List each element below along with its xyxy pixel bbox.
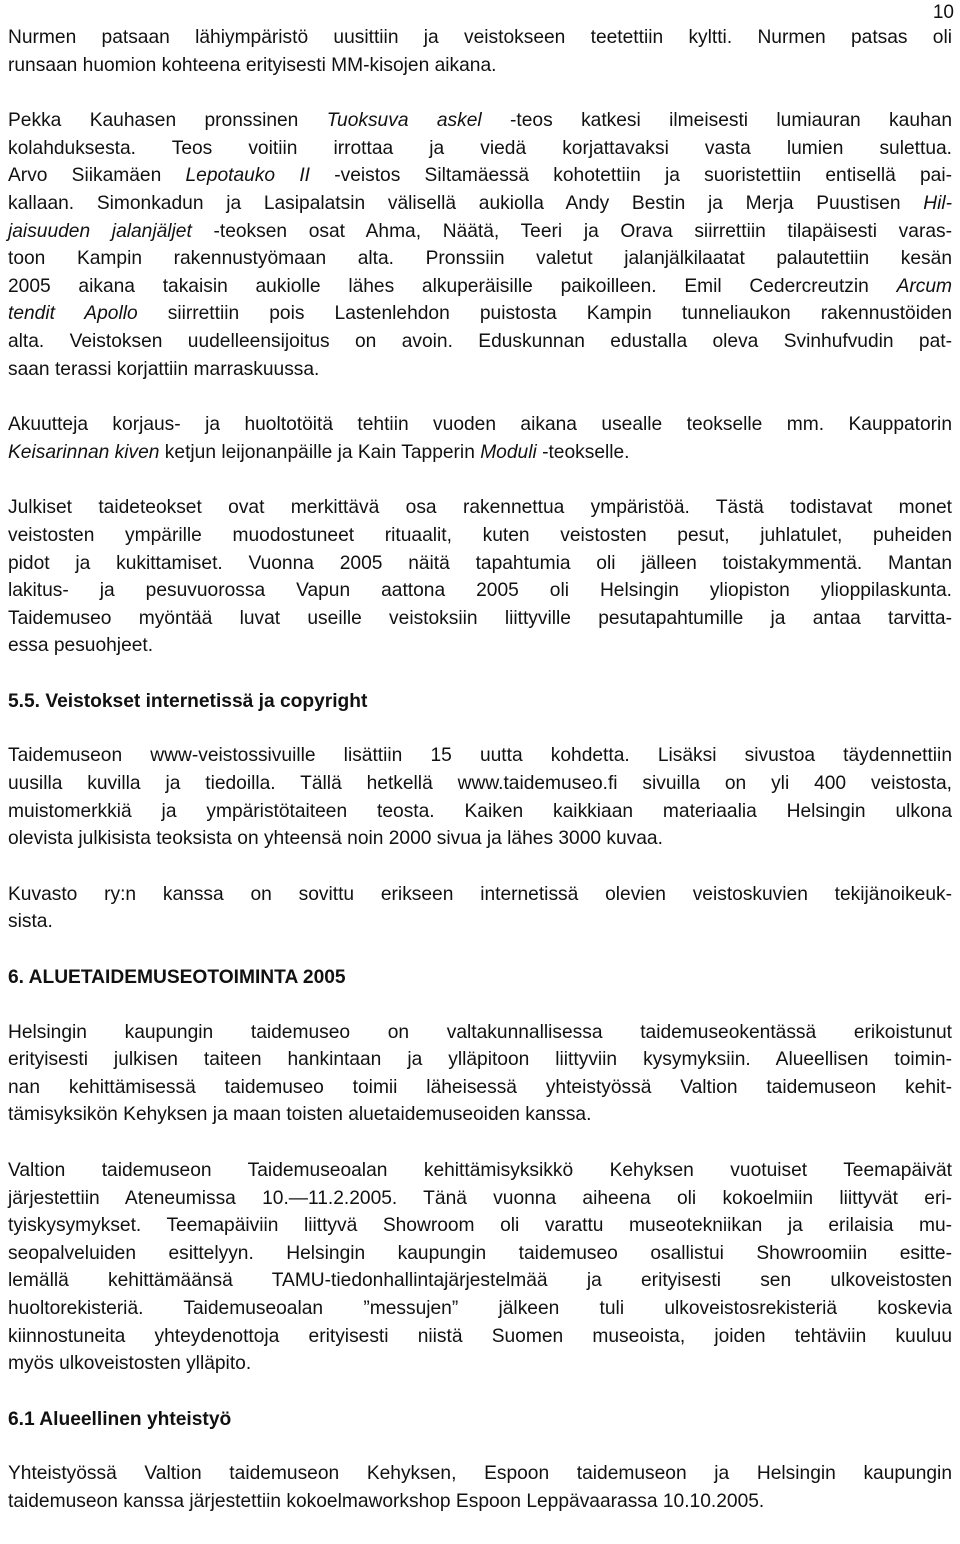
text-line: 2005 aikana takaisin aukiolle lähes alkuperäisille paikoilleen. Emil Cedercreutzin Arcum — [8, 275, 952, 297]
text-line: lakitus- ja pesuvuorossa Vapun aattona 2005 oli Helsingin yliopiston ylioppilaskunta. — [8, 580, 952, 602]
page-number: 10 — [932, 2, 954, 23]
text-line: Nurmen patsaan lähiympäristö uusittiin ja veistokseen teetettiin kyltti. Nurmen patsas oli — [8, 27, 952, 48]
italic-title: jaisuuden jalanjäljet — [8, 220, 192, 242]
text-line: Yhteistyössä Valtion taidemuseon Kehyksen, Espoon taidemuseon ja Helsingin kaupungin — [8, 1463, 952, 1485]
text-line: sista. — [8, 911, 53, 933]
section-heading: 6.1 Alueellinen yhteistyö — [8, 1408, 232, 1430]
text-line: myös ulkoveistosten ylläpito. — [8, 1353, 252, 1375]
text-line: toon Kampin rakennustyömaan alta. Pronssiin valetut jalanjälkilaatat palautettiin kesän — [8, 248, 952, 270]
text-line: uusilla kuvilla ja tiedoilla. Tällä hetkellä www.taidemuseo.fi sivuilla on yli 400 veistosta, — [8, 773, 952, 795]
document-body — [8, 24, 952, 1544]
italic-title: tendit Apollo — [8, 303, 138, 325]
text-line: Pekka Kauhasen pronssinen Tuoksuva askel -teos katkesi ilmeisesti lumiauran kauhan — [8, 110, 952, 132]
text-line: Taidemuseo myöntää luvat useille veistoksiin liittyville pesutapahtumille ja antaa tarvitta- — [8, 607, 952, 629]
text-line: Kuvasto ry:n kanssa on sovittu erikseen internetissä olevien veistoskuvien tekijänoikeuk- — [8, 883, 952, 905]
text-line: huoltorekisteriä. Taidemuseoalan ”messujen” jälkeen tuli ulkoveistosrekisteriä koskevia — [8, 1297, 952, 1319]
text-line: taidemuseon kanssa järjestettiin kokoelmaworkshop Espoon Leppävaarassa 10.10.2005. — [8, 1490, 765, 1512]
text-line: Akuutteja korjaus- ja huoltotöitä tehtiin vuoden aikana usealle teokselle mm. Kauppatorin — [8, 414, 952, 436]
text-line: kiinnostuneita yhteydenottoja erityisesti niistä Suomen museoista, joiden tehtäviin kuuluu — [8, 1325, 952, 1347]
text-line: tyiskysymykset. Teemapäiviin liittyvä Showroom oli varattu museotekniikan ja erilaisia mu- — [8, 1215, 952, 1237]
text-line: veistosten ympärille muodostuneet rituaalit, kuten veistosten pesut, juhlatulet, puheiden — [8, 524, 952, 546]
italic-title: Keisarinnan kiven — [8, 441, 160, 463]
text-line: pidot ja kukittamiset. Vuonna 2005 näitä tapahtumia oli jälleen toistakymmentä. Mantan — [8, 552, 952, 574]
text-line: Arvo Siikamäen Lepotauko II -veistos Siltamäessä kohotettiin ja suoristettiin entisellä pai- — [8, 165, 952, 187]
text-line: tämisyksikön Kehyksen ja maan toisten aluetaidemuseoiden kanssa. — [8, 1104, 592, 1126]
text-line: runsaan huomion kohteena erityisesti MM-kisojen aikana. — [8, 54, 497, 76]
paragraph — [8, 1157, 952, 1378]
paragraph — [8, 881, 952, 936]
text-line: tendit Apollo siirrettiin pois Lastenlehdon puistosta Kampin tunneliaukon rakennustöiden — [8, 303, 952, 325]
text-line: Keisarinnan kiven ketjun leijonanpäille ja Kain Tapperin Moduli -teokselle. — [8, 441, 630, 463]
text-line: essa pesuohjeet. — [8, 635, 154, 657]
text-line: muistomerkkiä ja ympäristötaiteen teosta. Kaiken kaikkiaan materiaalia Helsingin ulkona — [8, 800, 952, 822]
text-line: lemällä kehittämäänsä TAMU-tiedonhallintajärjestelmää ja erityisesti sen ulkoveistosten — [8, 1270, 952, 1292]
text-line: kolahduksesta. Teos voitiin irrottaa ja viedä korjattavaksi vasta lumien sulettua. — [8, 137, 952, 159]
text-line: alta. Veistoksen uudelleensijoitus on avoin. Eduskunnan edustalla oleva Svinhufvudin pat- — [8, 330, 952, 352]
paragraph — [8, 494, 952, 660]
text-line: Taidemuseon www-veistossivuille lisättiin 15 uutta kohdetta. Lisäksi sivustoa täydennettiin — [8, 745, 952, 767]
paragraph — [8, 24, 952, 79]
text-line: järjestettiin Ateneumissa 10.—11.2.2005. Tänä vuonna aiheena oli kokoelmiin liittyvät eri- — [8, 1187, 952, 1209]
text-line: olevista julkisista teoksista on yhteensä noin 2000 sivua ja lähes 3000 kuvaa. — [8, 828, 663, 850]
text-line: Valtion taidemuseon Taidemuseoalan kehittämisyksikkö Kehyksen vuotuiset Teemapäivät — [8, 1160, 952, 1181]
section-heading: 6. ALUETAIDEMUSEOTOIMINTA 2005 — [8, 967, 346, 989]
text-line: jaisuuden jalanjäljet -teoksen osat Ahma, Näätä, Teeri ja Orava siirrettiin tilapäisesti varas- — [8, 220, 952, 242]
paragraph — [8, 742, 952, 852]
paragraph — [8, 107, 952, 383]
text-line: kallaan. Simonkadun ja Lasipalatsin välisellä aukiolla Andy Bestin ja Merja Puustisen Hil- — [8, 192, 952, 214]
text-line: nan kehittämisessä taidemuseo toimii läheisessä yhteistyössä Valtion taidemuseon kehit- — [8, 1076, 952, 1098]
italic-title: Tuoksuva askel — [326, 110, 482, 132]
italic-title: Arcum — [896, 275, 952, 297]
italic-title: Hil- — [923, 192, 952, 214]
text-line: Helsingin kaupungin taidemuseo on valtakunnallisessa taidemuseokentässä erikoistunut — [8, 1021, 952, 1043]
italic-title: Moduli — [480, 441, 537, 463]
text-line: erityisesti julkisen taiteen hankintaan ja ylläpitoon liittyviin kysymyksiin. Alueellisen toimin- — [8, 1049, 952, 1071]
text-line: seopalveluiden esittelyyn. Helsingin kaupungin taidemuseo osallistui Showroomiin esitte- — [8, 1242, 952, 1264]
paragraph — [8, 411, 952, 466]
text-line: saan terassi korjattiin marraskuussa. — [8, 358, 320, 380]
italic-title: Lepotauko II — [185, 165, 310, 187]
paragraph — [8, 1460, 952, 1515]
text-line: Julkiset taideteokset ovat merkittävä osa rakennettua ympäristöä. Tästä todistavat monet — [8, 497, 952, 519]
section-heading: 5.5. Veistokset internetissä ja copyright — [8, 690, 368, 712]
paragraph — [8, 1019, 952, 1129]
